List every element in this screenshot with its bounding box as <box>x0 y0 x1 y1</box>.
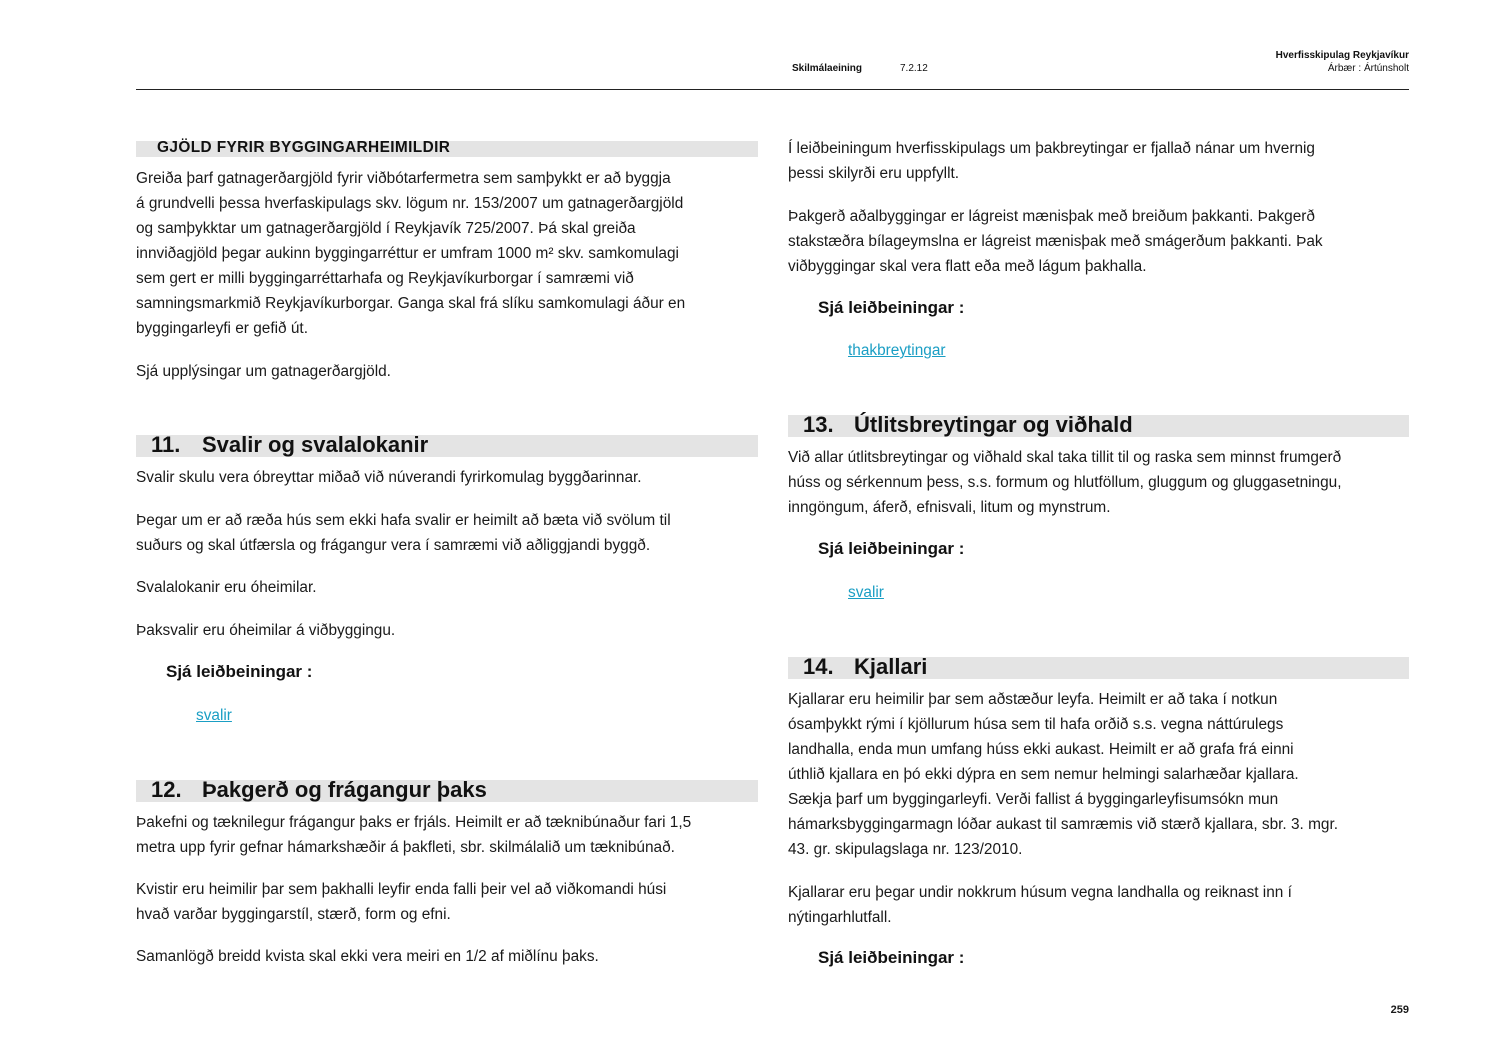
header-section-number: 7.2.12 <box>900 63 928 74</box>
text-line: á grundvelli þessa hverfaskipulags skv. lögum nr. 153/2007 um gatnagerðargjöld <box>136 195 684 212</box>
section-11-p4: Þaksvalir eru óheimilar á viðbyggingu. <box>136 622 396 639</box>
text-line: húss og sérkennum þess, s.s. formum og hlutföllum, gluggum og gluggasetningu, <box>788 474 1342 491</box>
section-12-p1 <box>136 810 691 860</box>
text-line: samningsmarkmið Reykjavíkurborgar. Ganga skal frá slíku samkomulagi áður en <box>136 295 686 312</box>
text-line: nýtingarhlutfall. <box>788 909 892 926</box>
roof-see-guidelines: Sjá leiðbeiningar : <box>818 298 965 317</box>
section-11-heading <box>151 432 428 458</box>
text-line: viðbyggingar skal vera flatt eða með lágum þakhalla. <box>788 258 1147 275</box>
text-line: Sækja þarf um byggingarleyfi. Verði fallist á byggingarleyfisumsókn mun <box>788 791 1279 808</box>
header-section-label: Skilmálaeining <box>792 63 863 74</box>
section-11-p3: Svalalokanir eru óheimilar. <box>136 579 317 596</box>
header-rule <box>136 89 1409 90</box>
section-13-p1 <box>788 445 1342 520</box>
section-number: 11. <box>151 432 181 457</box>
section-number: 12. <box>151 777 182 802</box>
text-line: þessi skilyrði eru uppfyllt. <box>788 165 960 182</box>
text-line: Kvistir eru heimilir þar sem þakhalli leyfir enda falli þeir vel að viðkomandi húsi <box>136 881 667 898</box>
section-14-p2 <box>788 880 1292 930</box>
text-line: sem gert er milli byggingarréttarhafa og Reykjavíkurborgar í samræmi við <box>136 270 634 287</box>
section-number: 13. <box>803 412 834 437</box>
section-12-p2 <box>136 877 666 927</box>
section-13-link-svalir[interactable]: svalir <box>848 584 884 601</box>
text-line: Greiða þarf gatnagerðargjöld fyrir viðbótarfermetra sem samþykkt er að byggja <box>136 170 671 187</box>
text-line: ósamþykkt rými í kjöllurum húsa sem til hafa orðið s.s. vegna náttúrulegs <box>788 716 1284 733</box>
section-14-see-guidelines: Sjá leiðbeiningar : <box>818 948 965 967</box>
text-line: Þegar um er að ræða hús sem ekki hafa svalir er heimilt að bæta við svölum til <box>136 512 671 529</box>
text-line: 43. gr. skipulagslaga nr. 123/2010. <box>788 841 1023 858</box>
text-line: inngöngum, áferð, efnisvali, litum og mynstrum. <box>788 499 1111 516</box>
text-line: metra upp fyrir gefnar hámarkshæðir á þakfleti, sbr. skilmálalið um tæknibúnað. <box>136 839 675 856</box>
header-doc-subtitle: Árbær : Ártúnsholt <box>1327 63 1409 74</box>
text-line: Kjallarar eru heimilir þar sem aðstæður leyfa. Heimilt er að taka í notkun <box>788 691 1278 708</box>
section-title: Svalir og svalalokanir <box>202 432 429 457</box>
section-14-heading <box>803 654 927 680</box>
header-doc-title: Hverfisskipulag Reykjavíkur <box>1275 50 1409 61</box>
section-12-p3: Samanlögð breidd kvista skal ekki vera meiri en 1/2 af miðlínu þaks. <box>136 948 599 965</box>
text-line: Þakefni og tæknilegur frágangur þaks er frjáls. Heimilt er að tæknibúnaður fari 1,5 <box>136 814 692 831</box>
section-14-p1 <box>788 687 1338 862</box>
text-line: landhalla, enda mun umfang húss ekki aukast. Heimilt er að grafa frá einni <box>788 741 1294 758</box>
text-line: stakstæðra bílageymslna er lágreist mænisþak með smágerðum þakkanti. Þak <box>788 233 1323 250</box>
section-title: Kjallari <box>854 654 928 679</box>
text-line: Við allar útlitsbreytingar og viðhald skal taka tillit til og raska sem minnst frumgerð <box>788 449 1342 466</box>
text-line: innviðagjöld þegar aukinn byggingarréttur er umfram 1000 m² skv. samkomulagi <box>136 245 679 262</box>
section-number: 14. <box>803 654 834 679</box>
roof-type-paragraph <box>788 204 1323 279</box>
text-line: Kjallarar eru þegar undir nokkrum húsum vegna landhalla og reiknast inn í <box>788 884 1292 901</box>
text-line: hámarksbyggingarmagn lóðar aukast til samræmis við stærð kjallara, sbr. 3. mgr. <box>788 816 1338 833</box>
section-title: Þakgerð og frágangur þaks <box>202 777 487 802</box>
section-13-see-guidelines: Sjá leiðbeiningar : <box>818 539 965 558</box>
fees-heading: GJÖLD FYRIR BYGGINGARHEIMILDIR <box>157 139 451 156</box>
page-number: 259 <box>1390 1004 1409 1016</box>
section-11-see-guidelines: Sjá leiðbeiningar : <box>166 662 313 681</box>
text-line: hvað varðar byggingarstíl, stærð, form og efni. <box>136 906 451 923</box>
section-13-heading <box>803 412 1133 438</box>
text-line: úthlið kjallara en þó ekki dýpra en sem nemur helmingi salarhæðar kjallara. <box>788 766 1299 783</box>
section-11-p2 <box>136 508 671 558</box>
link-thakbreytingar[interactable]: thakbreytingar <box>848 342 946 359</box>
section-11-link-svalir[interactable]: svalir <box>196 707 232 724</box>
text-line: Þakgerð aðalbyggingar er lágreist mænisþak með breiðum þakkanti. Þakgerð <box>788 208 1315 225</box>
text-line: suðurs og skal útfærsla og frágangur vera í samræmi við aðliggjandi byggð. <box>136 537 651 554</box>
text-line: og samþykktar um gatnagerðargjöld í Reykjavík 725/2007. Þá skal greiða <box>136 220 636 237</box>
text-line: byggingarleyfi er gefið út. <box>136 320 308 337</box>
section-title: Útlitsbreytingar og viðhald <box>854 412 1133 437</box>
fees-paragraph <box>136 166 685 341</box>
section-12-heading <box>151 777 487 803</box>
fees-note: Sjá upplýsingar um gatnagerðargjöld. <box>136 363 391 380</box>
section-11-p1: Svalir skulu vera óbreyttar miðað við núverandi fyrirkomulag byggðarinnar. <box>136 469 642 486</box>
text-line: Í leiðbeiningum hverfisskipulags um þakbreytingar er fjallað nánar um hvernig <box>788 140 1315 157</box>
roof-intro-paragraph <box>788 136 1315 186</box>
